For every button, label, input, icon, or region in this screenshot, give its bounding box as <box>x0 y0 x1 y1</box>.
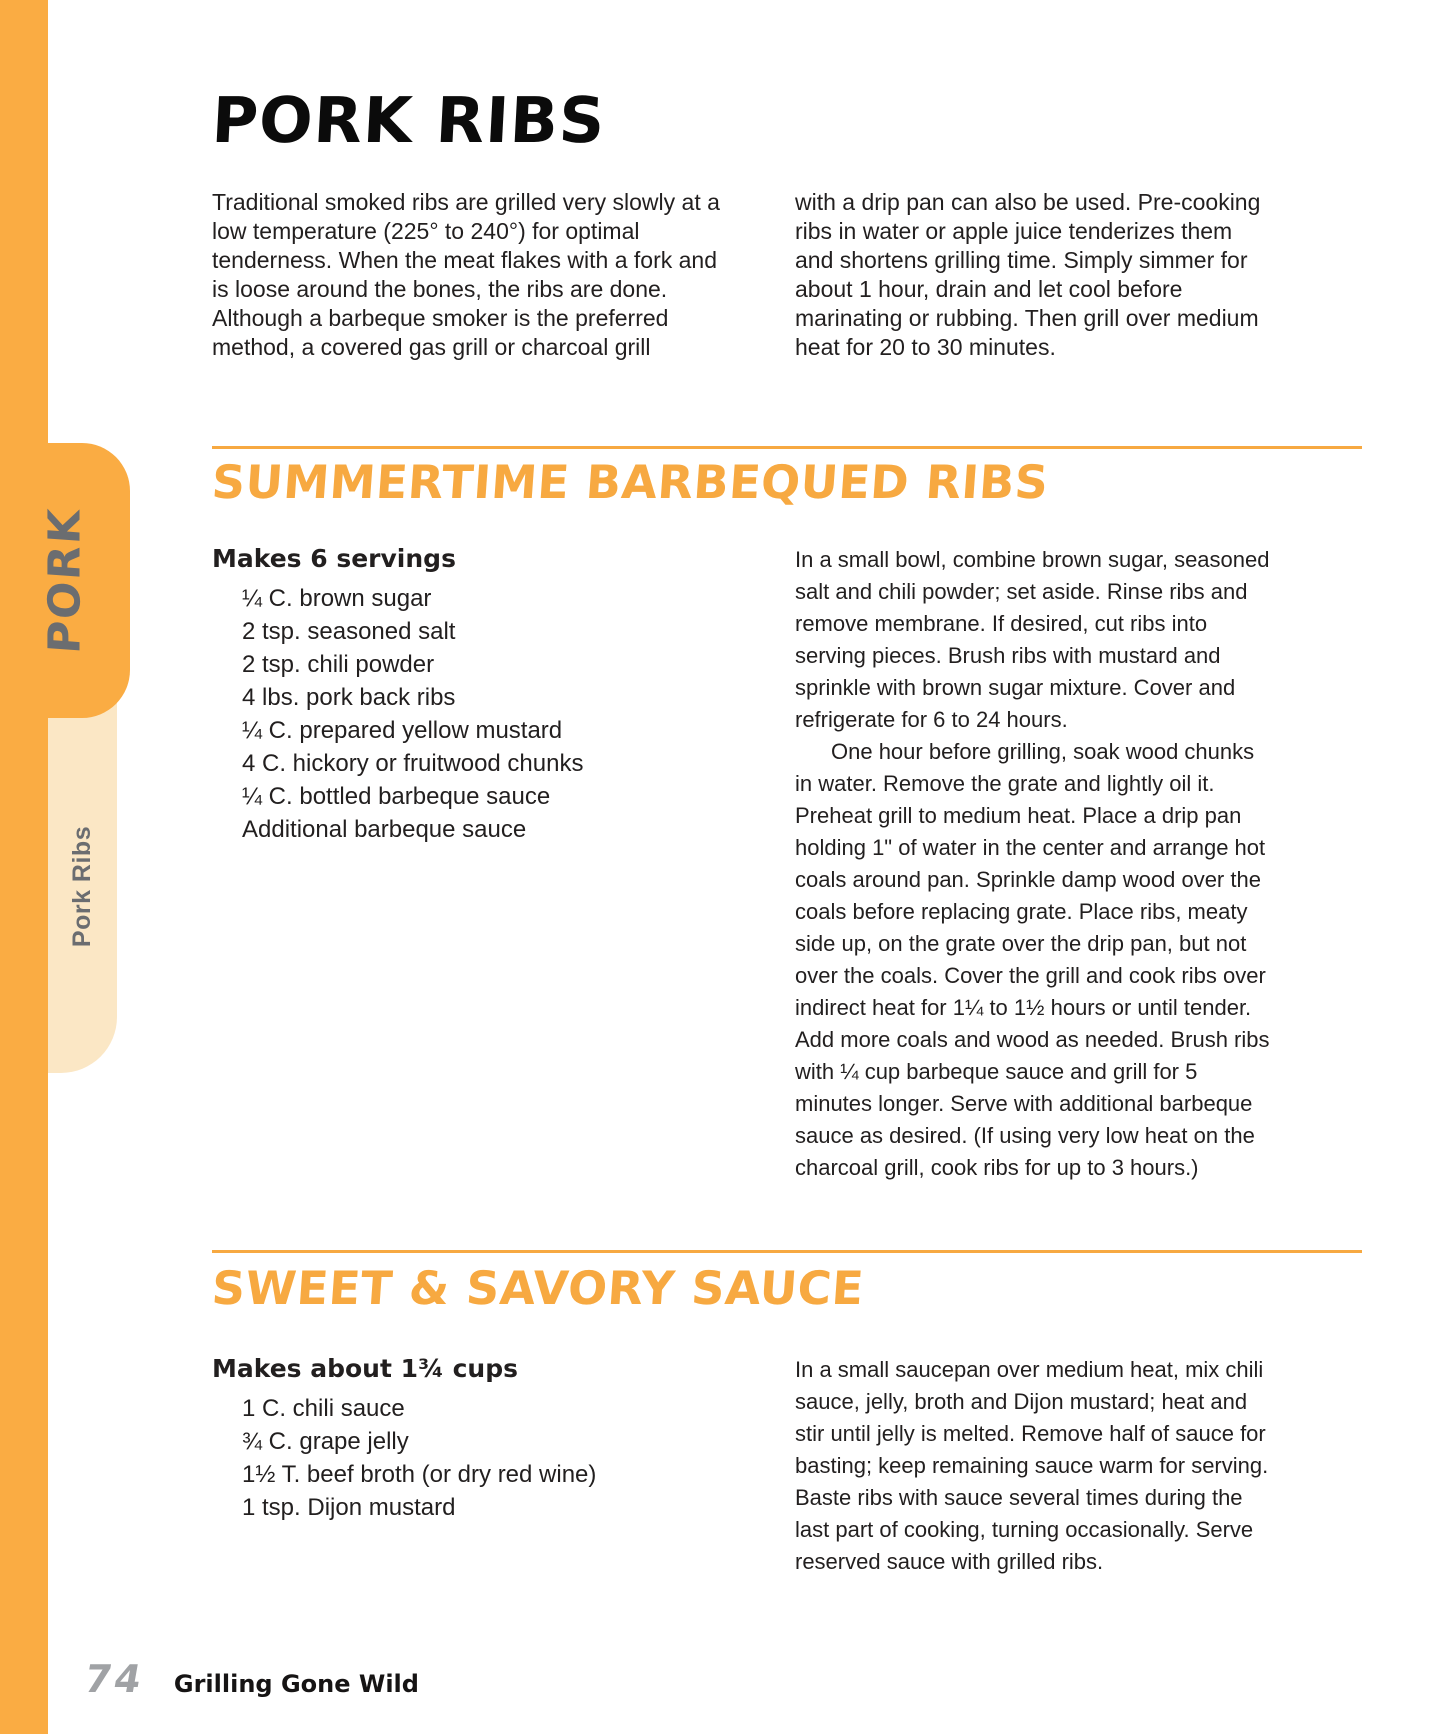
ingredient-item: Additional barbeque sauce <box>242 816 527 843</box>
section-divider-rule <box>212 1250 1362 1253</box>
recipe-instructions-column <box>795 544 1275 1184</box>
page-footer <box>81 1657 419 1701</box>
instruction-paragraph: In a small saucepan over medium heat, mix chili sauce, jelly, broth and Dijon mustard; heat and stir until jelly is melted. Remove half of sauce for basting; keep remaining sauce warm for serving. Baste ribs with sauce several times during the last part of cooking, turning occasionally. Serve reserved sauce with grilled ribs. <box>795 1357 1269 1574</box>
intro-section <box>212 188 1265 362</box>
ingredient-item: ¼ C. prepared yellow mustard <box>242 717 563 744</box>
recipe-summertime-barbequed-ribs <box>212 544 1275 1184</box>
instruction-paragraph: In a small bowl, combine brown sugar, seasoned salt and chili powder; set aside. Rinse ribs and remove membrane. If desired, cut ribs into serving pieces. Brush ribs with mustard and sprinkle with brown sugar mixture. Cover and refrigerate for 6 to 24 hours. <box>795 547 1270 732</box>
section-divider-rule <box>212 446 1362 449</box>
sidebar-tab-pork <box>0 443 130 718</box>
sidebar-subtab-label: Pork Ribs <box>68 825 97 948</box>
recipe-yield: Makes 6 servings <box>212 544 456 573</box>
recipe-ingredients-column <box>212 1354 722 1578</box>
recipe-yield: Makes about 1¾ cups <box>212 1354 519 1383</box>
ingredient-item: 2 tsp. chili powder <box>242 651 435 678</box>
ingredient-item: 4 lbs. pork back ribs <box>242 684 456 711</box>
intro-column-left: Traditional smoked ribs are grilled very slowly at a low temperature (225° to 240°) for optimal tenderness. When the meat flakes with a fork and is loose around the bones, the ribs are done. Although a barbeque smoker is the preferred method, a covered gas grill or charcoal grill <box>212 189 720 360</box>
sidebar-tab-label: PORK <box>39 505 91 656</box>
recipe-heading-summertime-barbequed-ribs: SUMMERTIME BARBEQUED RIBS <box>210 455 1051 509</box>
ingredient-item: ¼ C. brown sugar <box>242 585 432 612</box>
intro-column-right: with a drip pan can also be used. Pre-cooking ribs in water or apple juice tenderizes them and shortens grilling time. Simply simmer for about 1 hour, drain and let cool before marinating or rubbing. Then grill over medium heat for 20 to 30 minutes. <box>795 189 1261 360</box>
sidebar-subtab-pork-ribs <box>48 700 117 1073</box>
recipe-ingredients-column <box>212 544 722 1184</box>
ingredient-list <box>212 582 722 846</box>
sidebar-strip <box>0 0 48 1734</box>
ingredient-item: 4 C. hickory or fruitwood chunks <box>242 750 584 777</box>
book-title: Grilling Gone Wild <box>173 1670 419 1698</box>
ingredient-item: 2 tsp. seasoned salt <box>242 618 456 645</box>
page-title: PORK RIBS <box>210 84 608 157</box>
ingredient-item: ¾ C. grape jelly <box>242 1428 409 1455</box>
recipe-sweet-savory-sauce <box>212 1354 1275 1578</box>
recipe-heading-sweet-savory-sauce: SWEET & SAVORY SAUCE <box>210 1261 866 1315</box>
ingredient-item: 1½ T. beef broth (or dry red wine) <box>242 1461 597 1488</box>
ingredient-list <box>212 1392 722 1524</box>
recipe-instructions-column <box>795 1354 1275 1578</box>
instruction-paragraph: One hour before grilling, soak wood chunks in water. Remove the grate and lightly oil it. Preheat grill to medium heat. Place a drip pan holding 1" of water in the center and arrange hot coals around pan. Sprinkle damp wood over the coals before replacing grate. Place ribs, meaty side up, on the grate over the drip pan, but not over the coals. Cover the grill and cook ribs over indirect heat for 1¼ to 1½ hours or until tender. Add more coals and wood as needed. Brush ribs with ¼ cup barbeque sauce and grill for 5 minutes longer. Serve with additional barbeque sauce as desired. (If using very low heat on the charcoal grill, cook ribs for up to 3 hours.) <box>795 739 1270 1180</box>
ingredient-item: ¼ C. bottled barbeque sauce <box>242 783 551 810</box>
ingredient-item: 1 tsp. Dijon mustard <box>242 1494 456 1521</box>
ingredient-item: 1 C. chili sauce <box>242 1395 405 1422</box>
page-number: 74 <box>81 1657 148 1701</box>
